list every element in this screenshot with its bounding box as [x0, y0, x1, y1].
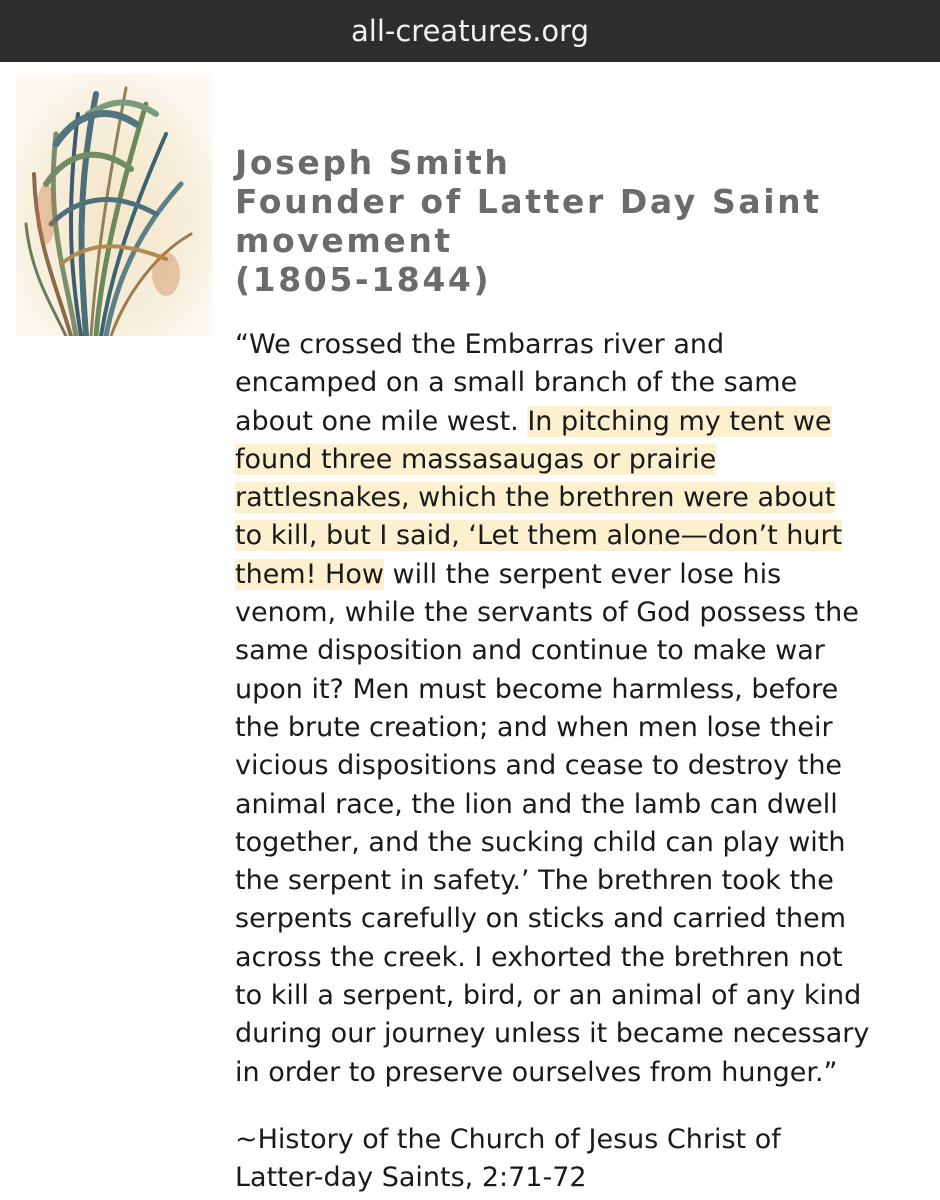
quote-text — [235, 326, 935, 1092]
quote-line: “We crossed the Embarras river and — [235, 329, 725, 360]
highlighted-text: to kill, but I said, ‘Let them alone—don’t hurt — [235, 520, 843, 552]
url-text: all-creatures.org — [351, 14, 589, 48]
quote-line: to kill a serpent, bird, or an animal of any kind — [235, 980, 862, 1012]
quote-line: the brute creation; and when men lose their — [235, 711, 833, 743]
quote-line — [235, 479, 935, 517]
quote-line: vicious dispositions and cease to destroy the — [235, 750, 843, 782]
quote-segment: about one mile west. — [235, 405, 528, 437]
quote-line — [235, 517, 935, 555]
quote-line: animal race, the lion and the lamb can dwell — [235, 788, 838, 820]
quote-line: encamped on a small branch of the same — [235, 367, 798, 399]
citation — [235, 1121, 935, 1198]
quote-line: the serpent in safety.’ The brethren took the — [235, 865, 834, 897]
highlighted-text: In pitching my tent we — [527, 405, 832, 437]
author-dates: (1805-1844) — [235, 260, 492, 299]
grass-painting-image — [16, 74, 212, 336]
quote-line: across the creek. I exhorted the brethren not — [235, 941, 843, 973]
browser-url-bar[interactable] — [0, 0, 940, 62]
quote-segment: will the serpent ever lose his — [383, 558, 782, 590]
quote-line: serpents carefully on sticks and carried them — [235, 903, 847, 935]
quote-line — [235, 403, 935, 441]
author-name: Joseph Smith — [235, 143, 511, 182]
quote-line: in order to preserve ourselves from hunger.” — [235, 1056, 838, 1088]
author-title-line2: movement — [235, 221, 453, 260]
author-heading — [235, 143, 925, 299]
quote-line: same disposition and continue to make war — [235, 635, 825, 667]
citation-line: Latter-day Saints, 2:71-72 — [235, 1162, 587, 1194]
quote-line — [235, 556, 935, 594]
highlighted-text: found three massasaugas or prairie — [235, 443, 717, 475]
quote-line: venom, while the servants of God possess the — [235, 597, 859, 629]
highlighted-text: rattlesnakes, which the brethren were about — [235, 482, 836, 514]
quote-line: together, and the sucking child can play with — [235, 826, 846, 858]
highlighted-text: them! How — [235, 558, 384, 590]
author-title-line1: Founder of Latter Day Saint — [235, 182, 822, 221]
quote-line — [235, 441, 935, 479]
citation-line: ~History of the Church of Jesus Christ of — [235, 1124, 781, 1155]
quote-line: upon it? Men must become harmless, before — [235, 673, 839, 705]
quote-line: during our journey unless it became necessary — [235, 1018, 870, 1050]
